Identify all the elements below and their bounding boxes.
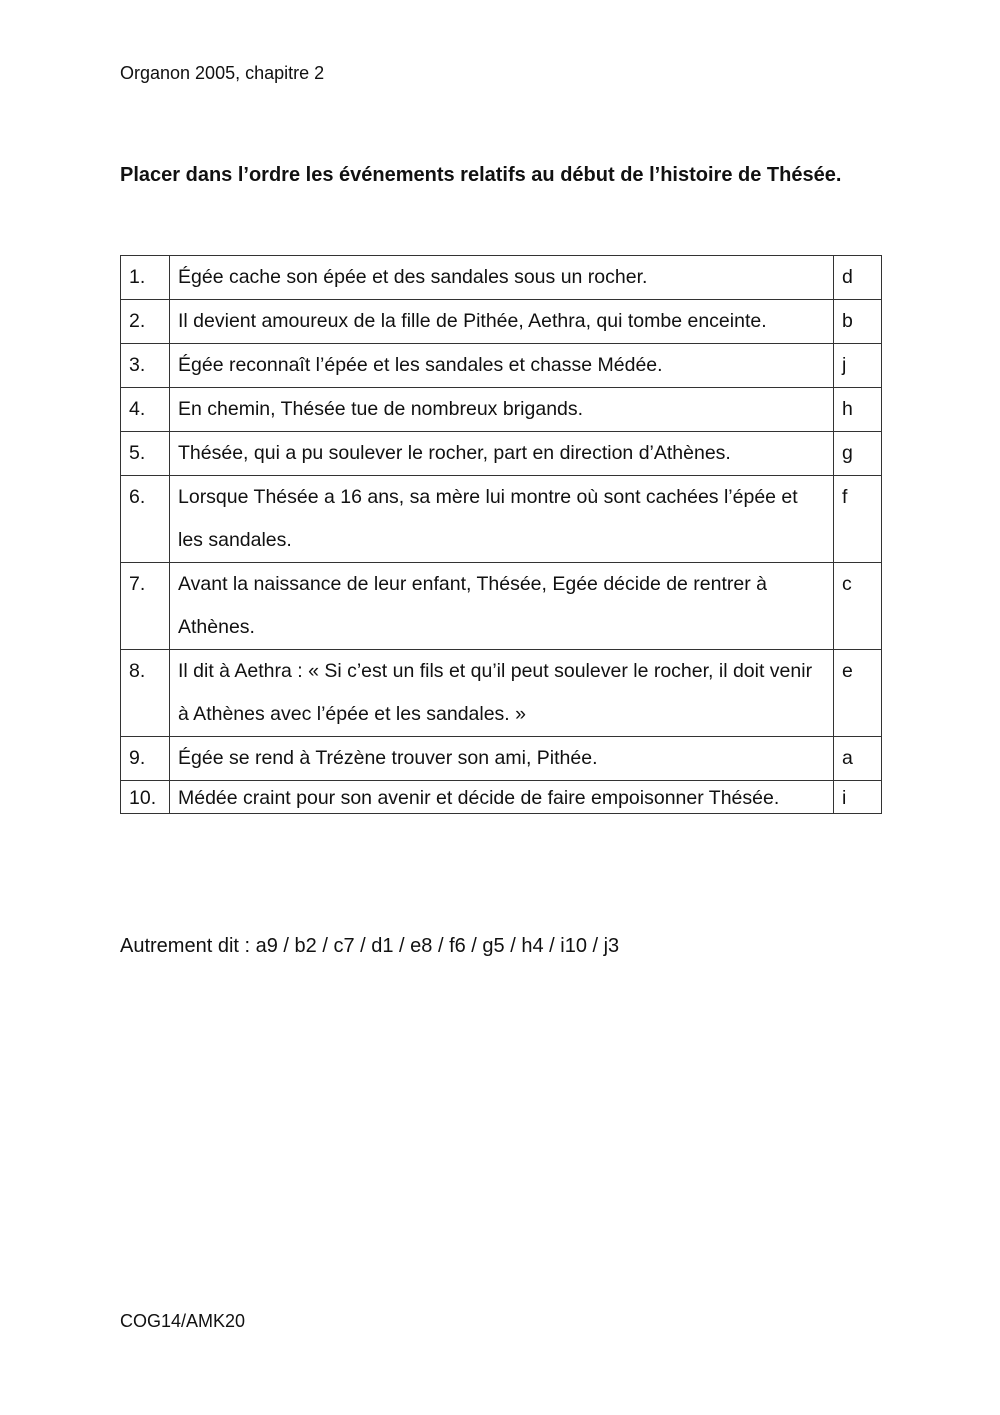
event-text: Il devient amoureux de la fille de Pithée, Aethra, qui tombe enceinte.: [170, 300, 834, 344]
event-text: Égée reconnaît l’épée et les sandales et chasse Médée.: [170, 344, 834, 388]
event-text: En chemin, Thésée tue de nombreux brigands.: [170, 388, 834, 432]
event-letter: i: [834, 781, 882, 814]
event-letter: a: [834, 737, 882, 781]
event-text: Égée se rend à Trézène trouver son ami, Pithée.: [170, 737, 834, 781]
event-letter: h: [834, 388, 882, 432]
row-number: 6.: [121, 476, 170, 563]
document-footer: COG14/AMK20: [120, 1311, 246, 1331]
event-letter: j: [834, 344, 882, 388]
event-text: Médée craint pour son avenir et décide de faire empoisonner Thésée.: [170, 781, 834, 814]
events-table: [120, 255, 882, 814]
table-row: [121, 781, 882, 814]
exercise-title: Placer dans l’ordre les événements relatifs au début de l’histoire de Thésée.: [120, 164, 842, 186]
table-row: [121, 300, 882, 344]
event-letter: f: [834, 476, 882, 563]
table-row: [121, 432, 882, 476]
table-row: [121, 650, 882, 737]
row-number: 3.: [121, 344, 170, 388]
event-letter: g: [834, 432, 882, 476]
document-header: Organon 2005, chapitre 2: [120, 63, 325, 83]
event-letter: c: [834, 563, 882, 650]
event-text: Thésée, qui a pu soulever le rocher, part en direction d’Athènes.: [170, 432, 834, 476]
row-number: 10.: [121, 781, 170, 814]
row-number: 4.: [121, 388, 170, 432]
table-row: [121, 388, 882, 432]
row-number: 5.: [121, 432, 170, 476]
row-number: 2.: [121, 300, 170, 344]
event-text: Avant la naissance de leur enfant, Thésée, Egée décide de rentrer à Athènes.: [170, 563, 834, 650]
event-text: Il dit à Aethra : « Si c’est un fils et qu’il peut soulever le rocher, il doit venir à Athènes avec l’épée et les sandales. »: [170, 650, 834, 737]
table-row: [121, 563, 882, 650]
answer-summary: Autrement dit : a9 / b2 / c7 / d1 / e8 / f6 / g5 / h4 / i10 / j3: [120, 935, 620, 957]
table-row: [121, 737, 882, 781]
row-number: 9.: [121, 737, 170, 781]
event-text: Lorsque Thésée a 16 ans, sa mère lui montre où sont cachées l’épée et les sandales.: [170, 476, 834, 563]
event-letter: e: [834, 650, 882, 737]
row-number: 7.: [121, 563, 170, 650]
event-letter: b: [834, 300, 882, 344]
row-number: 1.: [121, 256, 170, 300]
table-row: [121, 256, 882, 300]
table-row: [121, 344, 882, 388]
event-letter: d: [834, 256, 882, 300]
row-number: 8.: [121, 650, 170, 737]
event-text: Égée cache son épée et des sandales sous un rocher.: [170, 256, 834, 300]
table-row: [121, 476, 882, 563]
